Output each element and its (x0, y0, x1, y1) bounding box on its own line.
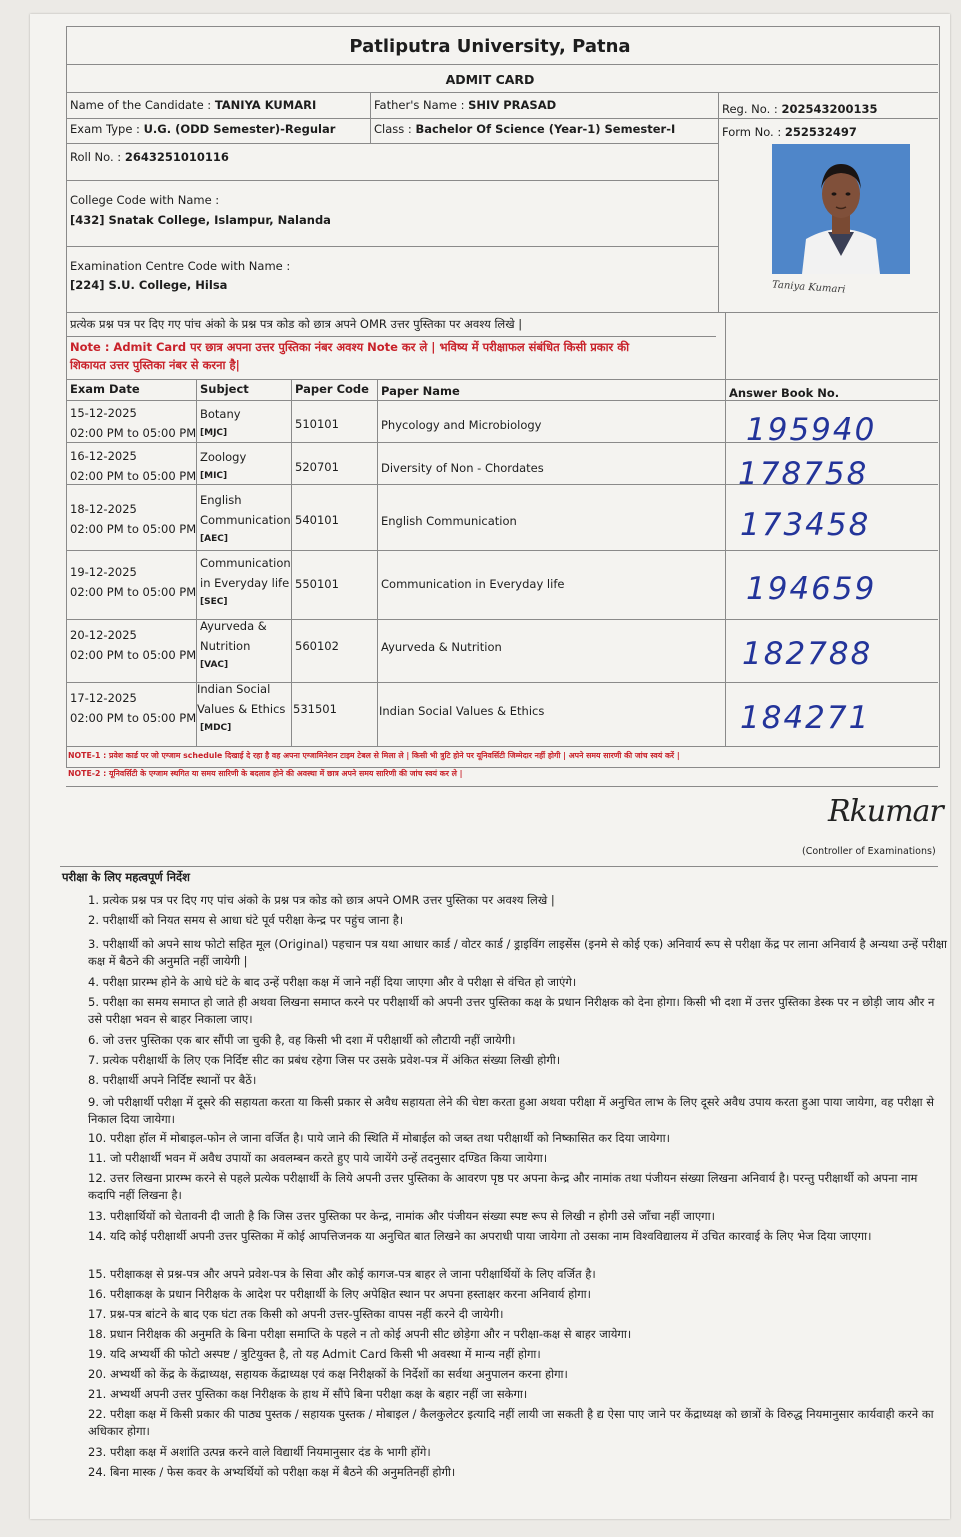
header-answer-book: Answer Book No. (729, 386, 840, 400)
instruction-item: 17. प्रश्न-पत्र बांटने के बाद एक घंटा तक किसी को अपनी उत्तर-पुस्तिका वापस नहीं करने दी जायेगी। (88, 1307, 504, 1321)
instruction-item: 14. यदि कोई परीक्षार्थी अपनी उत्तर पुस्तिका में कोई आपत्तिजनक या अनुचित बात लिखने का अपराधी पाया जायेगा तो उसका नाम विश्वविद्यालय में उचित कारवाई के लिए भेज दिया जाएगा। (88, 1229, 872, 1243)
row-paper-name: Ayurveda & Nutrition (381, 640, 502, 654)
answer-book-no: 182788 (742, 636, 873, 672)
row-date: 15-12-2025 (70, 406, 137, 420)
instruction-item: 23. परीक्षा कक्ष में अशांति उत्पन्न करने वाले विद्यार्थी नियमानुसार दंड के भागी होंगे। (88, 1445, 431, 1459)
form-no: 252532497 (784, 125, 857, 139)
instruction-item: 2. परीक्षार्थी को नियत समय से आधा घंटे पूर्व परीक्षा केन्द्र पर पहुंच जाना है। (88, 913, 404, 927)
candidate-name-row (70, 98, 316, 112)
controller-signature: Rkumar (828, 794, 943, 829)
row-subject: Zoology (200, 450, 247, 464)
instruction-item: 24. बिना मास्क / फेस कवर के अभ्यर्थियों को परीक्षा कक्ष में बैठने की अनुमतिनहीं होगी। (88, 1465, 456, 1479)
instruction-item: 8. परीक्षार्थी अपने निर्दिष्ट स्थानों पर बैठें। (88, 1073, 257, 1087)
row-subject: in Everyday life (200, 576, 290, 590)
form-no-row (722, 125, 857, 139)
centre-name: [224] S.U. College, Hilsa (70, 278, 228, 292)
instruction-item: 20. अभ्यर्थी को केंद्र के केंद्राध्यक्ष, सहायक केंद्राध्यक्ष एवं कक्ष निरीक्षकों के निर्देशों का सर्वथा अनुपालन करना होगा। (88, 1367, 568, 1381)
admit-card-sheet (30, 14, 950, 1519)
instruction-item: 10. परीक्षा हॉल में मोबाइल-फोन ले जाना वर्जित है। पाये जाने की स्थिति में मोबाईल को जब्त तथा परीक्षार्थी को निष्कासित कर दिया जायेगा। (88, 1131, 670, 1145)
row-paper-code: 531501 (293, 702, 337, 716)
row-time: 02:00 PM to 05:00 PM (70, 469, 197, 483)
instruction-item: 15. परीक्षाकक्ष से प्रश्न-पत्र और अपने प्रवेश-पत्र के सिवा और कोई कागज-पत्र बाहर ले जाना परीक्षार्थियों के लिए वर्जित है। (88, 1267, 596, 1281)
candidate-name-label: Name of the Candidate : (70, 98, 215, 112)
row-time: 02:00 PM to 05:00 PM (70, 522, 197, 536)
row-subject: Values & Ethics (197, 702, 286, 716)
header-subject: Subject (200, 382, 249, 396)
row-subject-type: [MDC] (200, 723, 232, 733)
roll-no: 2643251010116 (124, 150, 229, 164)
row-time: 02:00 PM to 05:00 PM (70, 648, 197, 662)
answer-book-no: 178758 (738, 456, 869, 492)
instruction-item: 21. अभ्यर्थी अपनी उत्तर पुस्तिका कक्ष निरीक्षक के हाथ में सौंपे बिना परीक्षा कक्ष के बहार नहीं जा सकेगा। (88, 1387, 528, 1401)
centre-label: Examination Centre Code with Name : (70, 259, 291, 273)
row-paper-name: Diversity of Non - Chordates (381, 461, 544, 475)
controller-label: (Controller of Examinations) (802, 846, 936, 857)
row-date: 18-12-2025 (70, 502, 137, 516)
answer-book-no: 195940 (746, 412, 877, 448)
admit-card-title: ADMIT CARD (445, 72, 535, 87)
note-1: NOTE-1 : प्रवेश कार्ड पर जो एग्जाम schedule दिखाई दे रहा है वह अपना एग्जामिनेशन टाइम टेबल से मिला ले | किसी भी त्रुटि होने पर यूनिवर्सिटी जिम्मेदार नहीं होगी | अपने समय सारणी की जांच स्वयं करें | (68, 751, 680, 760)
roll-no-row (70, 150, 229, 164)
row-subject: Communication (200, 556, 291, 570)
university-title: Patliputra University, Patna (349, 36, 631, 57)
instruction-item: 4. परीक्षा प्रारम्भ होने के आधे घंटे के बाद उन्हें परीक्षा कक्ष में जाने नहीं दिया जाएगा और वे परीक्षा से वंचित हो जाएंगे। (88, 975, 577, 989)
row-date: 16-12-2025 (70, 449, 137, 463)
row-date: 19-12-2025 (70, 565, 137, 579)
instruction-item: 3. परीक्षार्थी को अपने साथ फोटो सहित मूल (Original) पहचान पत्र यथा आधार कार्ड / वोटर कार्ड / ड्राइविंग लाइसेंस (इनमे से कोई एक) अनिवार्य रूप से परीक्षा केंद्र पर लाना अनिवार्य है अन्यथा उन्हें परीक्षा कक्ष में बैठने की अनुमति नहीं जायेगी | (88, 937, 948, 968)
row-time: 02:00 PM to 05:00 PM (70, 711, 197, 725)
row-time: 02:00 PM to 05:00 PM (70, 585, 197, 599)
father-name-row (374, 98, 556, 112)
answer-book-note-line2: शिकायत उत्तर पुस्तिका नंबर से करना है| (70, 358, 240, 372)
row-paper-code: 550101 (295, 577, 339, 591)
header-paper-code: Paper Code (295, 382, 369, 396)
row-subject: Indian Social (197, 682, 271, 696)
class-value: Bachelor Of Science (Year-1) Semester-I (415, 122, 676, 136)
row-subject-type: [MJC] (200, 428, 228, 438)
reg-no: 202543200135 (781, 102, 878, 116)
header-exam-date: Exam Date (70, 382, 140, 396)
row-paper-name: Phycology and Microbiology (381, 418, 542, 432)
row-paper-code: 510101 (295, 417, 339, 431)
instructions-heading: परीक्षा के लिए महत्वपूर्ण निर्देश (62, 870, 190, 884)
instruction-item: 9. जो परीक्षार्थी परीक्षा में दूसरे की सहायता करता या किसी प्रकार से अवैध सहायता लेने की चेष्टा करता हुआ अथवा परीक्षा में अनुचित लाभ के लिए दूसरे अवैध उपाय करता हुआ पाया जायेगा, वह परीक्षा से निकाल दिया जायेगा। (88, 1095, 935, 1126)
answer-book-no: 173458 (740, 507, 871, 543)
instruction-item: 16. परीक्षाकक्ष के प्रधान निरीक्षक के आदेश पर परीक्षार्थी के लिए अपेक्षित स्थान पर अपना हस्ताक्षर करना अनिवार्य होगा। (88, 1287, 592, 1301)
answer-book-note-line1: Note : Admit Card पर छात्र अपना उत्तर पुस्तिका नंबर अवश्य Note कर ले | भविष्य में परीक्षाफल संबंधित किसी प्रकार की (70, 340, 630, 354)
row-paper-name: English Communication (381, 514, 517, 528)
father-name: SHIV PRASAD (468, 98, 557, 112)
reg-no-label: Reg. No. : (722, 102, 782, 116)
candidate-photo (772, 144, 910, 274)
candidate-name: TANIYA KUMARI (214, 98, 317, 112)
class-label: Class : (374, 122, 416, 136)
row-date: 20-12-2025 (70, 628, 137, 642)
instruction-item: 11. जो परीक्षार्थी भवन में अवैध उपायों का अवलम्बन करते हुए पाये जायेंगे उन्हें तदनुसार दण्डित किया जायेगा। (88, 1151, 548, 1165)
row-subject: Botany (200, 407, 241, 421)
instruction-item: 19. यदि अभ्यर्थी की फोटो अस्पष्ट / त्रुटियुक्त है, तो यह Admit Card किसी भी अवस्था में मान्य नहीं होगा। (88, 1347, 541, 1361)
row-subject-type: [VAC] (200, 660, 229, 670)
college-name: [432] Snatak College, Islampur, Nalanda (70, 213, 331, 227)
instruction-item: 18. प्रधान निरीक्षक की अनुमति के बिना परीक्षा समाप्ति के पहले न तो कोई अपनी सीट छोड़ेगा और न परीक्षा-कक्ष से बाहर जायेगा। (88, 1327, 632, 1341)
row-paper-name: Communication in Everyday life (381, 577, 565, 591)
row-paper-code: 520701 (295, 460, 339, 474)
instruction-item: 22. परीक्षा कक्ष में किसी प्रकार की पाठ्य पुस्तक / सहायक पुस्तक / मोबाइल / कैलकुलेटर इत्यादि नहीं लायी जा सकती है द्य ऐसा पाए जाने पर केंद्राध्यक्ष को छात्रों के विरुद्ध नियमानुसार कार्यवाही करने का अधिकार होगा। (88, 1407, 934, 1438)
instruction-item: 5. परीक्षा का समय समाप्त हो जाते ही अथवा लिखना समाप्त करने पर परीक्षार्थी को अपनी उत्तर पुस्तिका कक्ष के प्रधान निरीक्षक को देना होगा। किसी भी दशा में उत्तर पुस्तिका डेस्क पर न छोड़ी जाय और न उसे परीक्षा भवन से बाहर निकाला जाए। (88, 995, 935, 1026)
class-row (374, 122, 675, 136)
row-time: 02:00 PM to 05:00 PM (70, 426, 197, 440)
row-paper-name: Indian Social Values & Ethics (379, 704, 545, 718)
exam-type-label: Exam Type : (70, 122, 144, 136)
row-subject-type: [SEC] (200, 597, 228, 607)
answer-book-no: 194659 (746, 571, 877, 607)
row-subject: English (200, 493, 242, 507)
row-subject-type: [MIC] (200, 471, 228, 481)
omr-instruction: प्रत्येक प्रश्न पत्र पर दिए गए पांच अंको के प्रश्न पत्र कोड को छात्र अपने OMR उत्तर पुस्तिका पर अवश्य लिखे | (70, 317, 523, 331)
instruction-item: 12. उत्तर लिखना प्रारम्भ करने से पहले प्रत्येक परीक्षार्थी के लिये अपनी उत्तर पुस्तिका के आवरण पृष्ठ पर अपना केन्द्र और नामांक तथा पंजीयन संख्या लिखना अनिवार्य है। परन्तु परीक्षार्थी को अपना नाम कदापि नहीं लिखना है। (88, 1171, 918, 1202)
form-no-label: Form No. : (722, 125, 785, 139)
instruction-item: 1. प्रत्येक प्रश्न पत्र पर दिए गए पांच अंको के प्रश्न पत्र कोड को छात्र अपने OMR उत्तर पुस्तिका पर अवश्य लिखे | (88, 893, 555, 907)
answer-book-no: 184271 (740, 700, 871, 736)
row-subject-type: [AEC] (200, 534, 228, 544)
instruction-item: 7. प्रत्येक परीक्षार्थी के लिए एक निर्दिष्ट सीट का प्रबंध रहेगा जिस पर उसके प्रवेश-पत्र में अंकित संख्या लिखी होगी। (88, 1053, 561, 1067)
row-subject: Nutrition (200, 639, 251, 653)
row-date: 17-12-2025 (70, 691, 137, 705)
college-label: College Code with Name : (70, 193, 220, 207)
note-2: NOTE-2 : यूनिवर्सिटी के एग्जाम स्थगित या समय सारिणी के बदलाव होने की अवस्था में छात्र अपने समय सारिणी की जांच स्वयं कर ले | (68, 769, 463, 778)
instruction-item: 13. परीक्षार्थियों को चेतावनी दी जाती है कि जिस उत्तर पुस्तिका पर केन्द्र, नामांक और पंजीयन संख्या स्पष्ट रूप से लिखी न होगी उसे जाँचा नहीं जाएगा। (88, 1209, 715, 1223)
row-subject: Ayurveda & (200, 619, 267, 633)
row-paper-code: 540101 (295, 513, 339, 527)
exam-type-row (70, 122, 335, 136)
row-subject: Communication (200, 513, 291, 527)
row-paper-code: 560102 (295, 639, 339, 653)
reg-no-row (722, 102, 877, 116)
photo-signature: Taniya Kumari (771, 279, 846, 296)
header-paper-name: Paper Name (381, 384, 460, 398)
roll-no-label: Roll No. : (70, 150, 125, 164)
instruction-item: 6. जो उत्तर पुस्तिका एक बार सौंपी जा चुकी है, वह किसी भी दशा में परीक्षार्थी को लौटायी नहीं जायेगी। (88, 1033, 516, 1047)
exam-type: U.G. (ODD Semester)-Regular (143, 122, 336, 136)
father-name-label: Father's Name : (374, 98, 469, 112)
